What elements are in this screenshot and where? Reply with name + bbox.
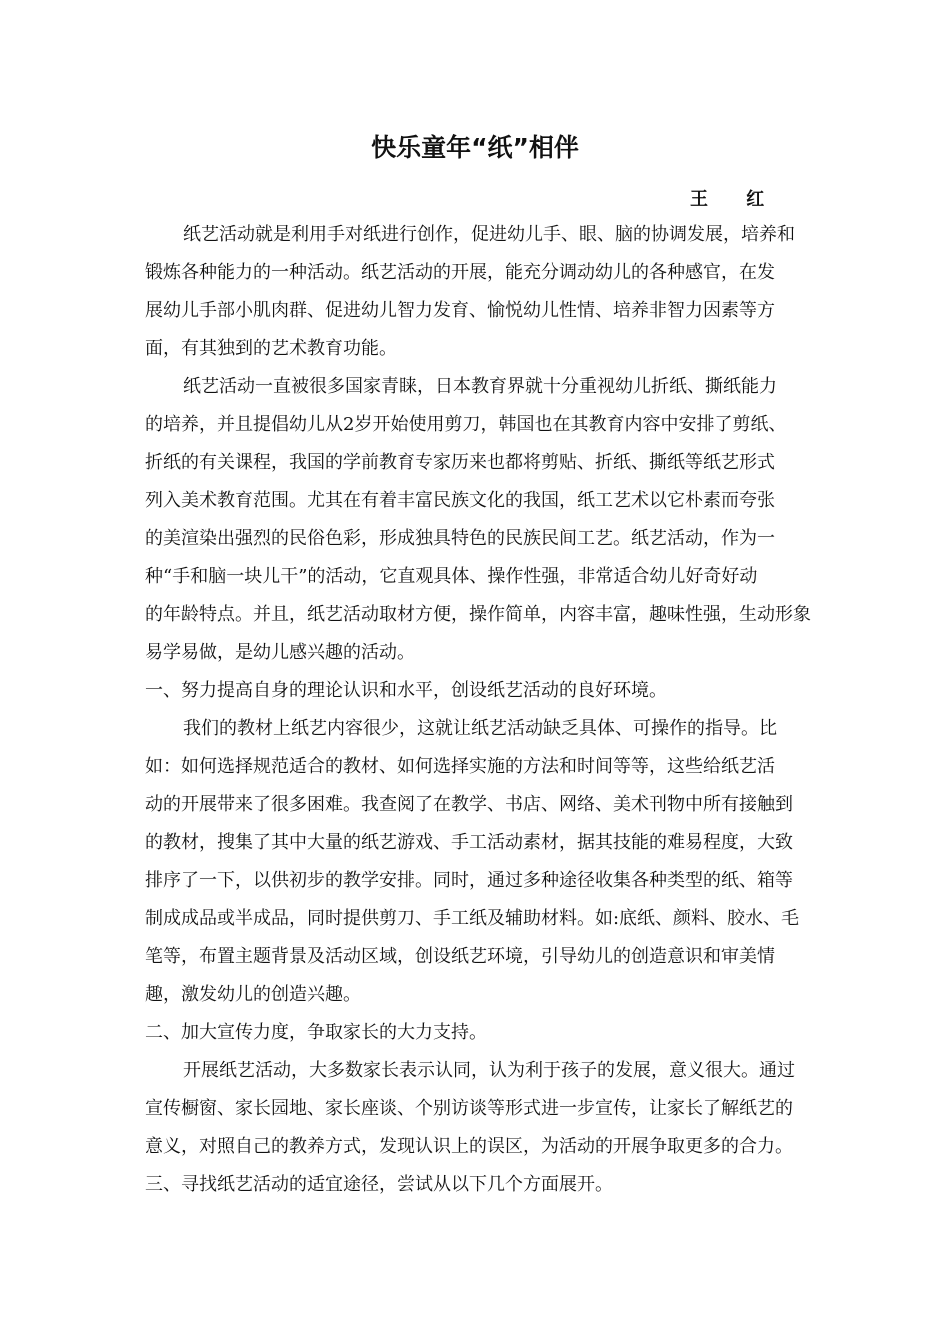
- text-line: 纸艺活动一直被很多国家青睐，日本教育界就十分重视幼儿折纸、撕纸能力: [183, 376, 777, 397]
- text-line: 锻炼各种能力的一种活动。纸艺活动的开展，能充分调动幼儿的各种感官，在发: [145, 262, 775, 283]
- author-name: 王 红: [690, 189, 781, 210]
- text-line: 制成成品或半成品，同时提供剪刀、手工纸及辅助材料。如:底纸、颜料、胶水、毛: [145, 908, 800, 929]
- text-line: 面，有其独到的艺术教育功能。: [145, 338, 397, 359]
- text-line: 种“手和脑一块儿干”的活动，它直观具体、操作性强，非常适合幼儿好奇好动: [145, 566, 758, 587]
- text-line: 展幼儿手部小肌肉群、促进幼儿智力发育、愉悦幼儿性情、培养非智力因素等方: [145, 300, 775, 321]
- text-line: 趣，激发幼儿的创造兴趣。: [145, 984, 361, 1005]
- text-line: 三、寻找纸艺活动的适宜途径，尝试从以下几个方面展开。: [145, 1174, 613, 1195]
- body-paragraph: [145, 216, 815, 368]
- text-line: 宣传橱窗、家长园地、家长座谈、个别访谈等形式进一步宣传，让家长了解纸艺的: [145, 1098, 793, 1119]
- text-line: 列入美术教育范围。尤其在有着丰富民族文化的我国，纸工艺术以它朴素而夸张: [145, 490, 775, 511]
- text-line: 的培养，并且提倡幼儿从2岁开始使用剪刀，韩国也在其教育内容中安排了剪纸、: [145, 414, 787, 435]
- section-heading: [145, 672, 815, 710]
- text-line: 开展纸艺活动，大多数家长表示认同，认为利于孩子的发展，意义很大。通过: [183, 1060, 795, 1081]
- text-line: 的年龄特点。并且，纸艺活动取材方便，操作简单，内容丰富，趣味性强，生动形象: [145, 604, 811, 625]
- text-line: 意义，对照自己的教养方式，发现认识上的误区，为活动的开展争取更多的合力。: [145, 1136, 793, 1157]
- text-line: 如：如何选择规范适合的教材、如何选择实施的方法和时间等等，这些给纸艺活: [145, 756, 775, 777]
- text-line: 折纸的有关课程，我国的学前教育专家历来也都将剪贴、折纸、撕纸等纸艺形式: [145, 452, 775, 473]
- text-line: 纸艺活动就是利用手对纸进行创作，促进幼儿手、眼、脑的协调发展，培养和: [183, 224, 795, 245]
- text-line: 的美渲染出强烈的民俗色彩，形成独具特色的民族民间工艺。纸艺活动，作为一: [145, 528, 775, 549]
- body-paragraph: [145, 368, 815, 672]
- text-line: 我们的教材上纸艺内容很少，这就让纸艺活动缺乏具体、可操作的指导。比: [183, 718, 777, 739]
- document-title: 快乐童年“纸”相伴: [371, 133, 579, 162]
- text-line: 排序了一下，以供初步的教学安排。同时，通过多种途径收集各种类型的纸、箱等: [145, 870, 793, 891]
- text-line: 易学易做，是幼儿感兴趣的活动。: [145, 642, 415, 663]
- document-body: [145, 216, 815, 1204]
- section-heading: [145, 1014, 815, 1052]
- text-line: 笔等，布置主题背景及活动区域，创设纸艺环境，引导幼儿的创造意识和审美情: [145, 946, 775, 967]
- text-line: 的教材，搜集了其中大量的纸艺游戏、手工活动素材，据其技能的难易程度，大致: [145, 832, 793, 853]
- body-paragraph: [145, 710, 815, 1014]
- text-line: 二、加大宣传力度，争取家长的大力支持。: [145, 1022, 487, 1043]
- section-heading: [145, 1166, 815, 1204]
- body-paragraph: [145, 1052, 815, 1166]
- text-line: 一、努力提高自身的理论认识和水平，创设纸艺活动的良好环境。: [145, 680, 667, 701]
- text-line: 动的开展带来了很多困难。我查阅了在教学、书店、网络、美术刊物中所有接触到: [145, 794, 793, 815]
